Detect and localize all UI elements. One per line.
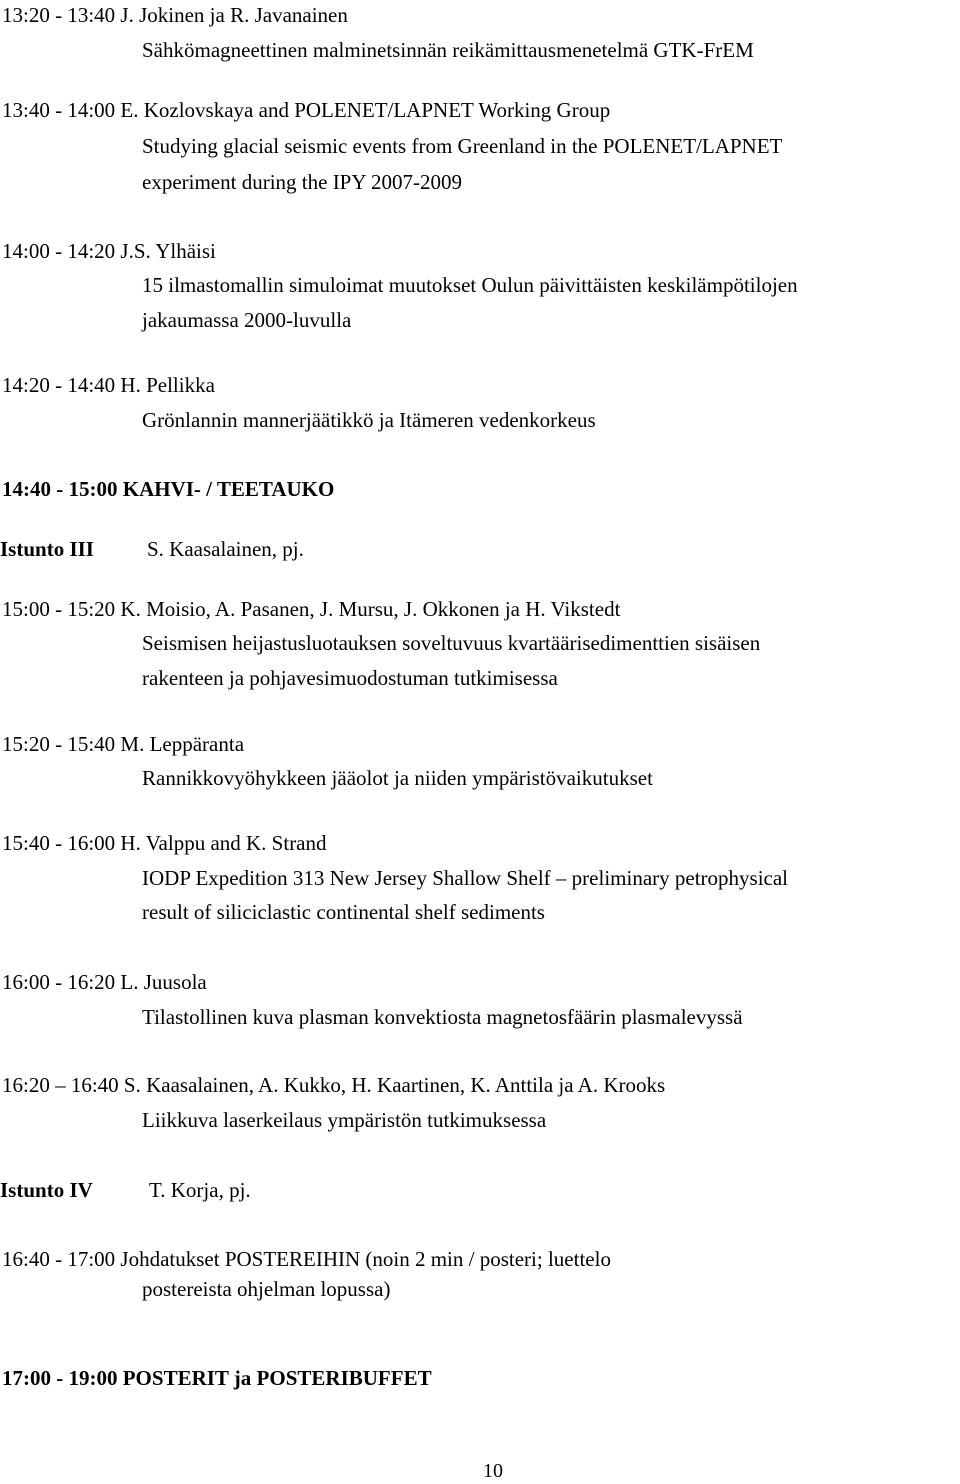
- schedule-time-speaker: 15:20 - 15:40 M. Leppäranta: [2, 732, 245, 756]
- schedule-time-speaker: 13:40 - 14:00 E. Kozlovskaya and POLENET/LAPNET Working Group: [2, 98, 611, 122]
- talk-title: postereista ohjelman lopussa): [142, 1277, 391, 1301]
- talk-title: 15 ilmastomallin simuloimat muutokset Oulun päivittäisten keskilämpötilojen: [142, 273, 798, 297]
- talk-title: Studying glacial seismic events from Greenland in the POLENET/LAPNET: [142, 134, 783, 158]
- schedule-time-speaker: 16:00 - 16:20 L. Juusola: [2, 970, 207, 994]
- schedule-time-speaker: 13:20 - 13:40 J. Jokinen ja R. Javanainen: [2, 3, 348, 27]
- talk-title: Liikkuva laserkeilaus ympäristön tutkimuksessa: [142, 1108, 547, 1132]
- talk-title: result of siliciclastic continental shelf sediments: [142, 900, 545, 924]
- schedule-time-speaker: 16:20 – 16:40 S. Kaasalainen, A. Kukko, H. Kaartinen, K. Anttila ja A. Krooks: [2, 1073, 666, 1097]
- talk-title: rakenteen ja pohjavesimuodostuman tutkimisessa: [142, 666, 558, 690]
- talk-title: Rannikkovyöhykkeen jääolot ja niiden ympäristövaikutukset: [142, 766, 653, 790]
- schedule-time-speaker: 15:40 - 16:00 H. Valppu and K. Strand: [2, 831, 327, 855]
- talk-title: Tilastollinen kuva plasman konvektiosta magnetosfäärin plasmalevyssä: [142, 1005, 743, 1029]
- session-chair: T. Korja, pj.: [149, 1178, 251, 1202]
- talk-title: IODP Expedition 313 New Jersey Shallow Shelf – preliminary petrophysical: [142, 866, 789, 890]
- talk-title: Seismisen heijastusluotauksen soveltuvuus kvartäärisedimenttien sisäisen: [142, 631, 761, 655]
- session-label: Istunto IV: [0, 1178, 93, 1202]
- poster-session: 17:00 - 19:00 POSTERIT ja POSTERIBUFFET: [2, 1366, 432, 1390]
- session-chair: S. Kaasalainen, pj.: [147, 537, 304, 561]
- session-label: Istunto III: [0, 537, 94, 561]
- schedule-time-speaker: 14:20 - 14:40 H. Pellikka: [2, 373, 215, 397]
- schedule-time-speaker: 16:40 - 17:00 Johdatukset POSTEREIHIN (noin 2 min / posteri; luettelo: [2, 1247, 611, 1271]
- schedule-time-speaker: 15:00 - 15:20 K. Moisio, A. Pasanen, J. Mursu, J. Okkonen ja H. Vikstedt: [2, 597, 621, 621]
- talk-title: jakaumassa 2000-luvulla: [142, 308, 352, 332]
- schedule-time-speaker: 14:00 - 14:20 J.S. Ylhäisi: [2, 239, 216, 263]
- page-number: 10: [483, 1460, 503, 1482]
- talk-title: Grönlannin mannerjäätikkö ja Itämeren vedenkorkeus: [142, 408, 596, 432]
- talk-title: experiment during the IPY 2007-2009: [142, 170, 462, 194]
- coffee-break: 14:40 - 15:00 KAHVI- / TEETAUKO: [2, 477, 335, 501]
- talk-title: Sähkömagneettinen malminetsinnän reikämittausmenetelmä GTK-FrEM: [142, 38, 754, 62]
